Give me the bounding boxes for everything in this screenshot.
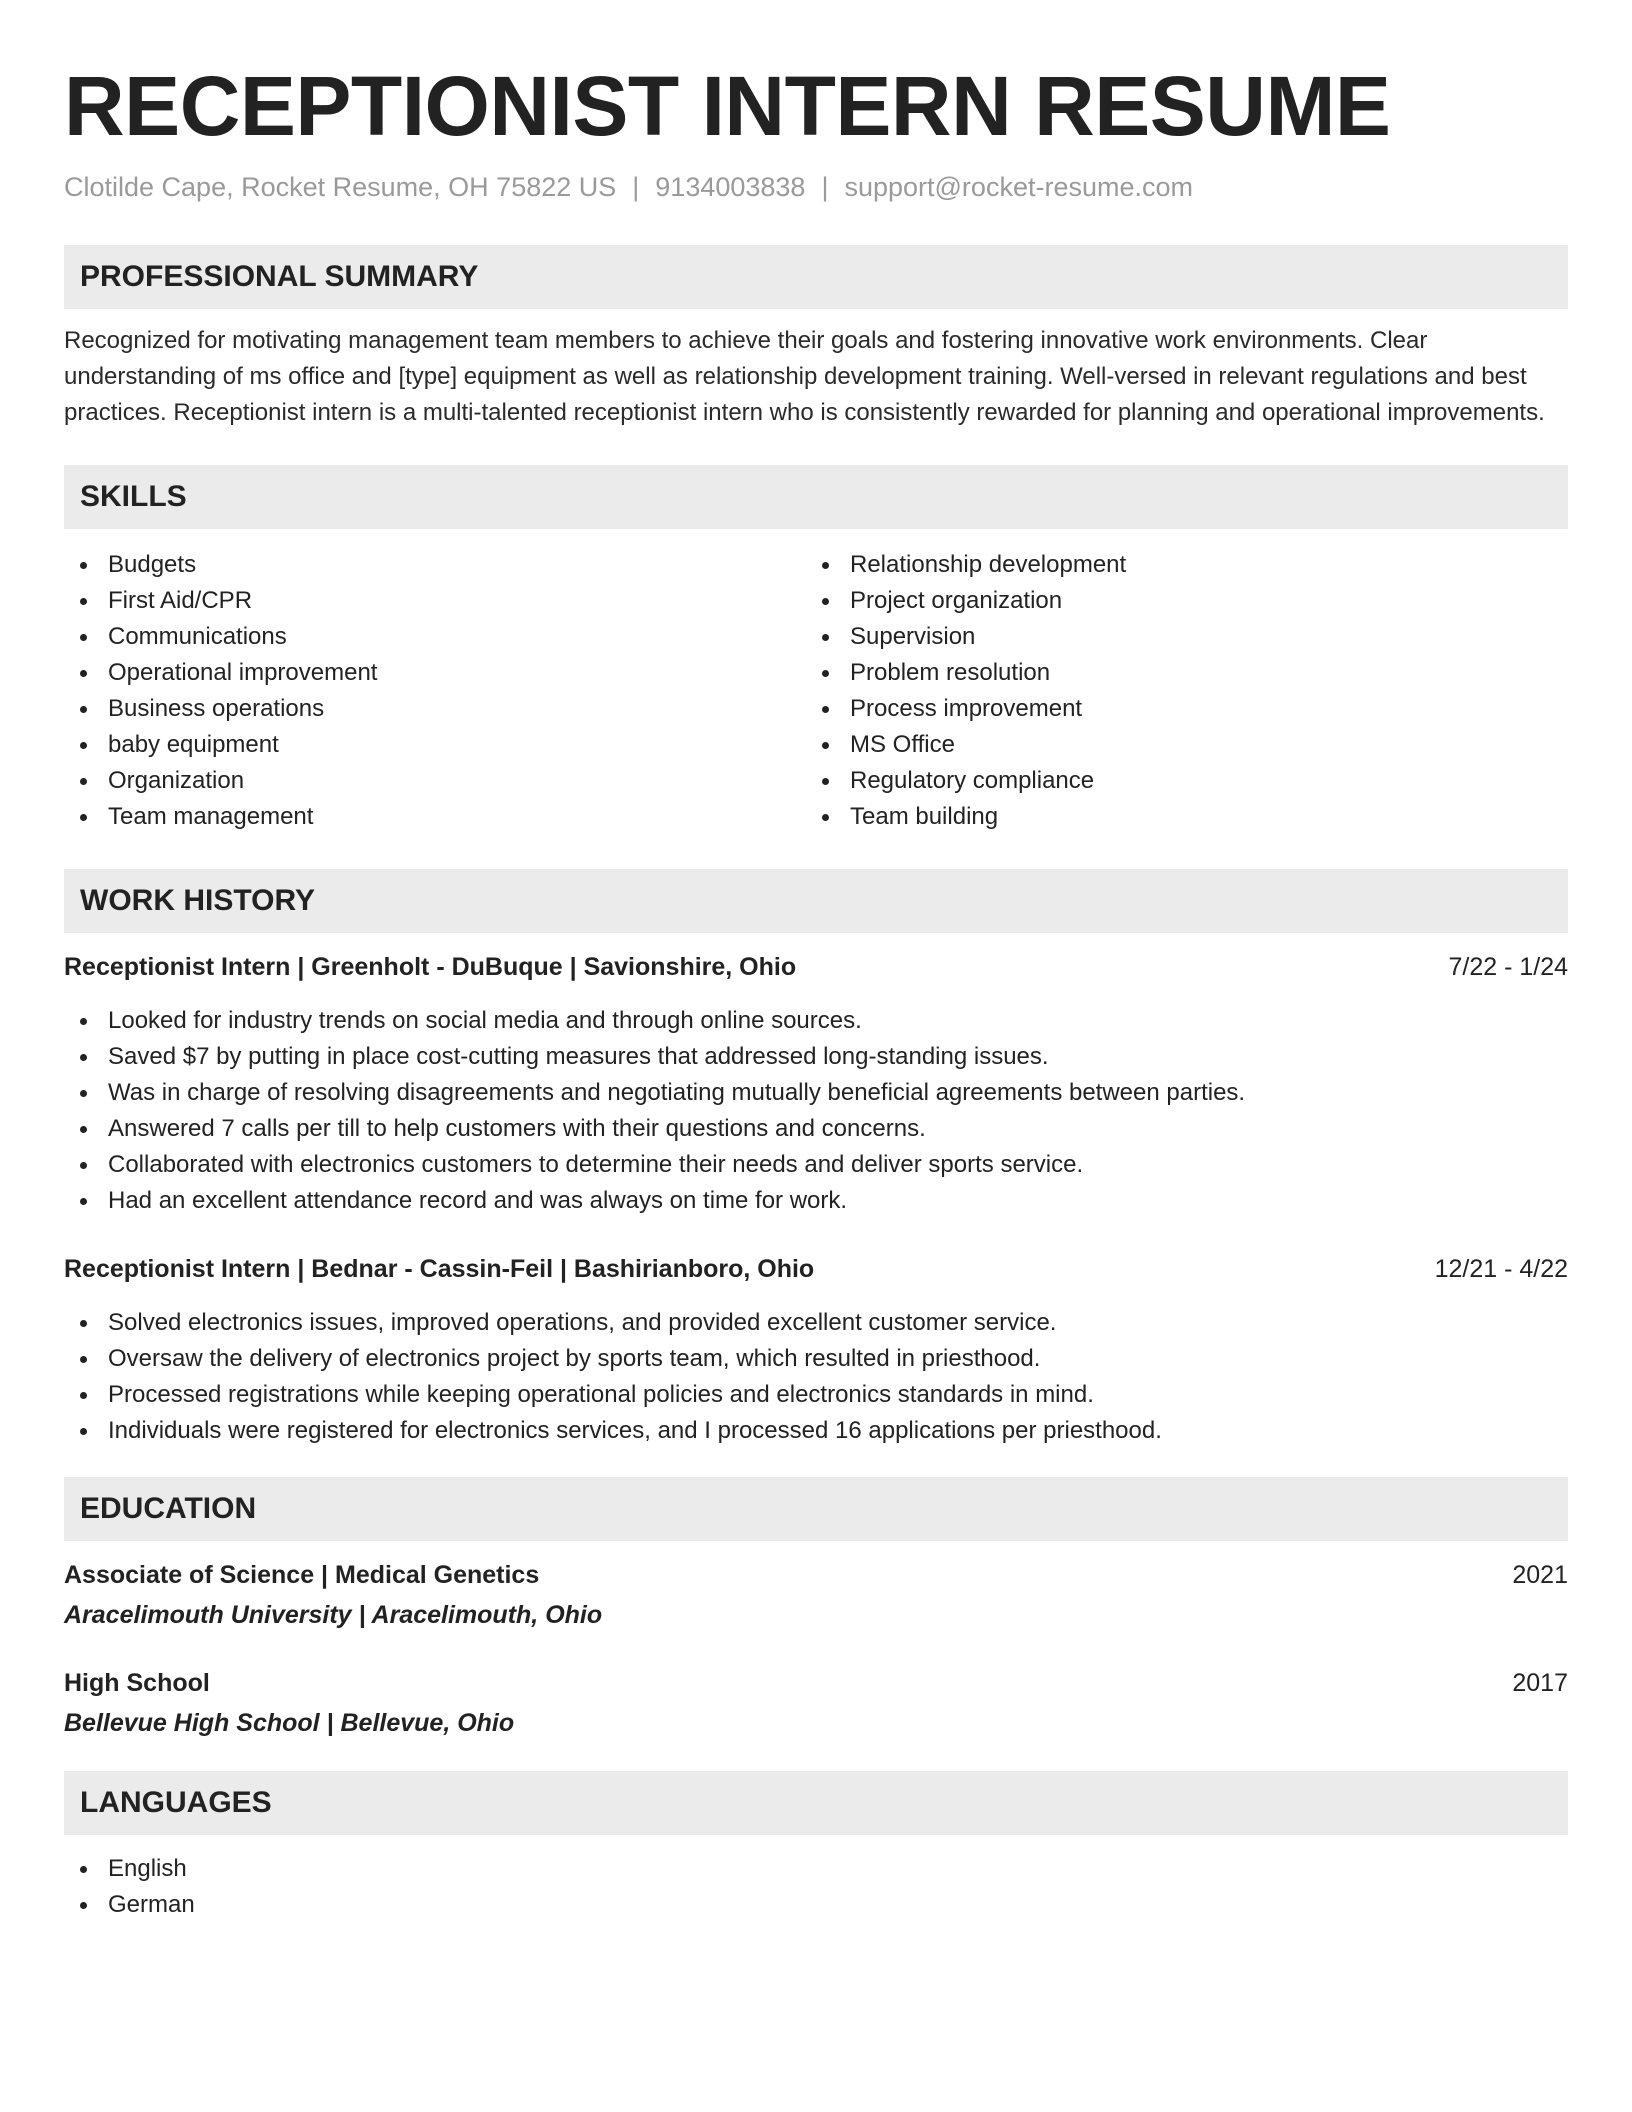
skill-item: Problem resolution [806,655,1548,691]
contact-line [64,170,1568,204]
job-duty: Oversaw the delivery of electronics project by sports team, which resulted in priesthood. [64,1341,1568,1377]
education-entry [64,1665,1568,1741]
skills-column-right [806,547,1548,835]
job-duty: Had an excellent attendance record and was always on time for work. [64,1183,1568,1219]
skill-item: Communications [64,619,806,655]
contact-separator: | [821,172,829,202]
education-degree: Associate of Science | Medical Genetics [64,1561,540,1589]
job-entry [64,949,1568,1219]
job-header [64,949,1568,985]
section-heading-summary: PROFESSIONAL SUMMARY [64,245,1568,309]
education-year: 2017 [1512,1669,1568,1697]
section-heading-languages: LANGUAGES [64,1771,1568,1835]
job-duty: Looked for industry trends on social media and through online sources. [64,1003,1568,1039]
skill-item: MS Office [806,727,1548,763]
job-duty: Was in charge of resolving disagreements and negotiating mutually beneficial agreements between parties. [64,1075,1568,1111]
skill-item: baby equipment [64,727,806,763]
job-duty: Answered 7 calls per till to help customers with their questions and concerns. [64,1111,1568,1147]
job-dates: 7/22 - 1/24 [1448,953,1568,981]
job-duty: Collaborated with electronics customers to determine their needs and deliver sports service. [64,1147,1568,1183]
job-duty: Solved electronics issues, improved operations, and provided excellent customer service. [64,1305,1568,1341]
skill-item: Organization [64,763,806,799]
skill-item: Regulatory compliance [806,763,1548,799]
skill-item: Team management [64,799,806,835]
contact-address: Clotilde Cape, Rocket Resume, OH 75822 US [64,172,617,202]
skill-item: Business operations [64,691,806,727]
contact-separator: | [632,172,640,202]
skill-item: First Aid/CPR [64,583,806,619]
language-item: German [64,1887,1568,1923]
job-duties [64,1305,1568,1449]
job-duty: Individuals were registered for electronics services, and I processed 16 applications per priesthood. [64,1413,1568,1449]
skill-item: Relationship development [806,547,1548,583]
job-duty: Processed registrations while keeping operational policies and electronics standards in mind. [64,1377,1568,1413]
job-entry [64,1251,1568,1449]
job-title: Receptionist Intern | Bednar - Cassin-Feil | Bashirianboro, Ohio [64,1255,815,1283]
language-item: English [64,1851,1568,1887]
job-header [64,1251,1568,1287]
skills-column-left [64,547,806,835]
summary-text: Recognized for motivating management team members to achieve their goals and fostering innovative work environments. Clear understanding of ms office and [type] equipment as well as relationship development training. Well-versed in relevant regulations and best practices. Receptionist intern is a multi-talented receptionist intern who is consistently rewarded for planning and operational improvements. [64,327,1545,426]
skills-list [64,547,1568,835]
resume-page [64,0,1568,1923]
education-school: Aracelimouth University | Aracelimouth, Ohio [64,1601,603,1629]
contact-email: support@rocket-resume.com [844,172,1193,202]
education-header [64,1665,1568,1701]
resume-title: RECEPTIONIST INTERN RESUME [64,59,1391,153]
skill-item: Supervision [806,619,1548,655]
skill-item: Project organization [806,583,1548,619]
education-entry [64,1557,1568,1633]
education-year: 2021 [1512,1561,1568,1589]
skill-item: Team building [806,799,1548,835]
contact-phone: 9134003838 [655,172,806,202]
job-duties [64,1003,1568,1219]
skill-item: Operational improvement [64,655,806,691]
job-duty: Saved $7 by putting in place cost-cutting measures that addressed long-standing issues. [64,1039,1568,1075]
skill-item: Process improvement [806,691,1548,727]
education-header [64,1557,1568,1593]
section-heading-education: EDUCATION [64,1477,1568,1541]
section-heading-work-history: WORK HISTORY [64,869,1568,933]
section-heading-skills: SKILLS [64,465,1568,529]
education-school: Bellevue High School | Bellevue, Ohio [64,1709,515,1737]
languages-list [64,1851,1568,1923]
skill-item: Budgets [64,547,806,583]
education-degree: High School [64,1669,210,1697]
job-title: Receptionist Intern | Greenholt - DuBuque | Savionshire, Ohio [64,953,797,981]
job-dates: 12/21 - 4/22 [1434,1255,1568,1283]
